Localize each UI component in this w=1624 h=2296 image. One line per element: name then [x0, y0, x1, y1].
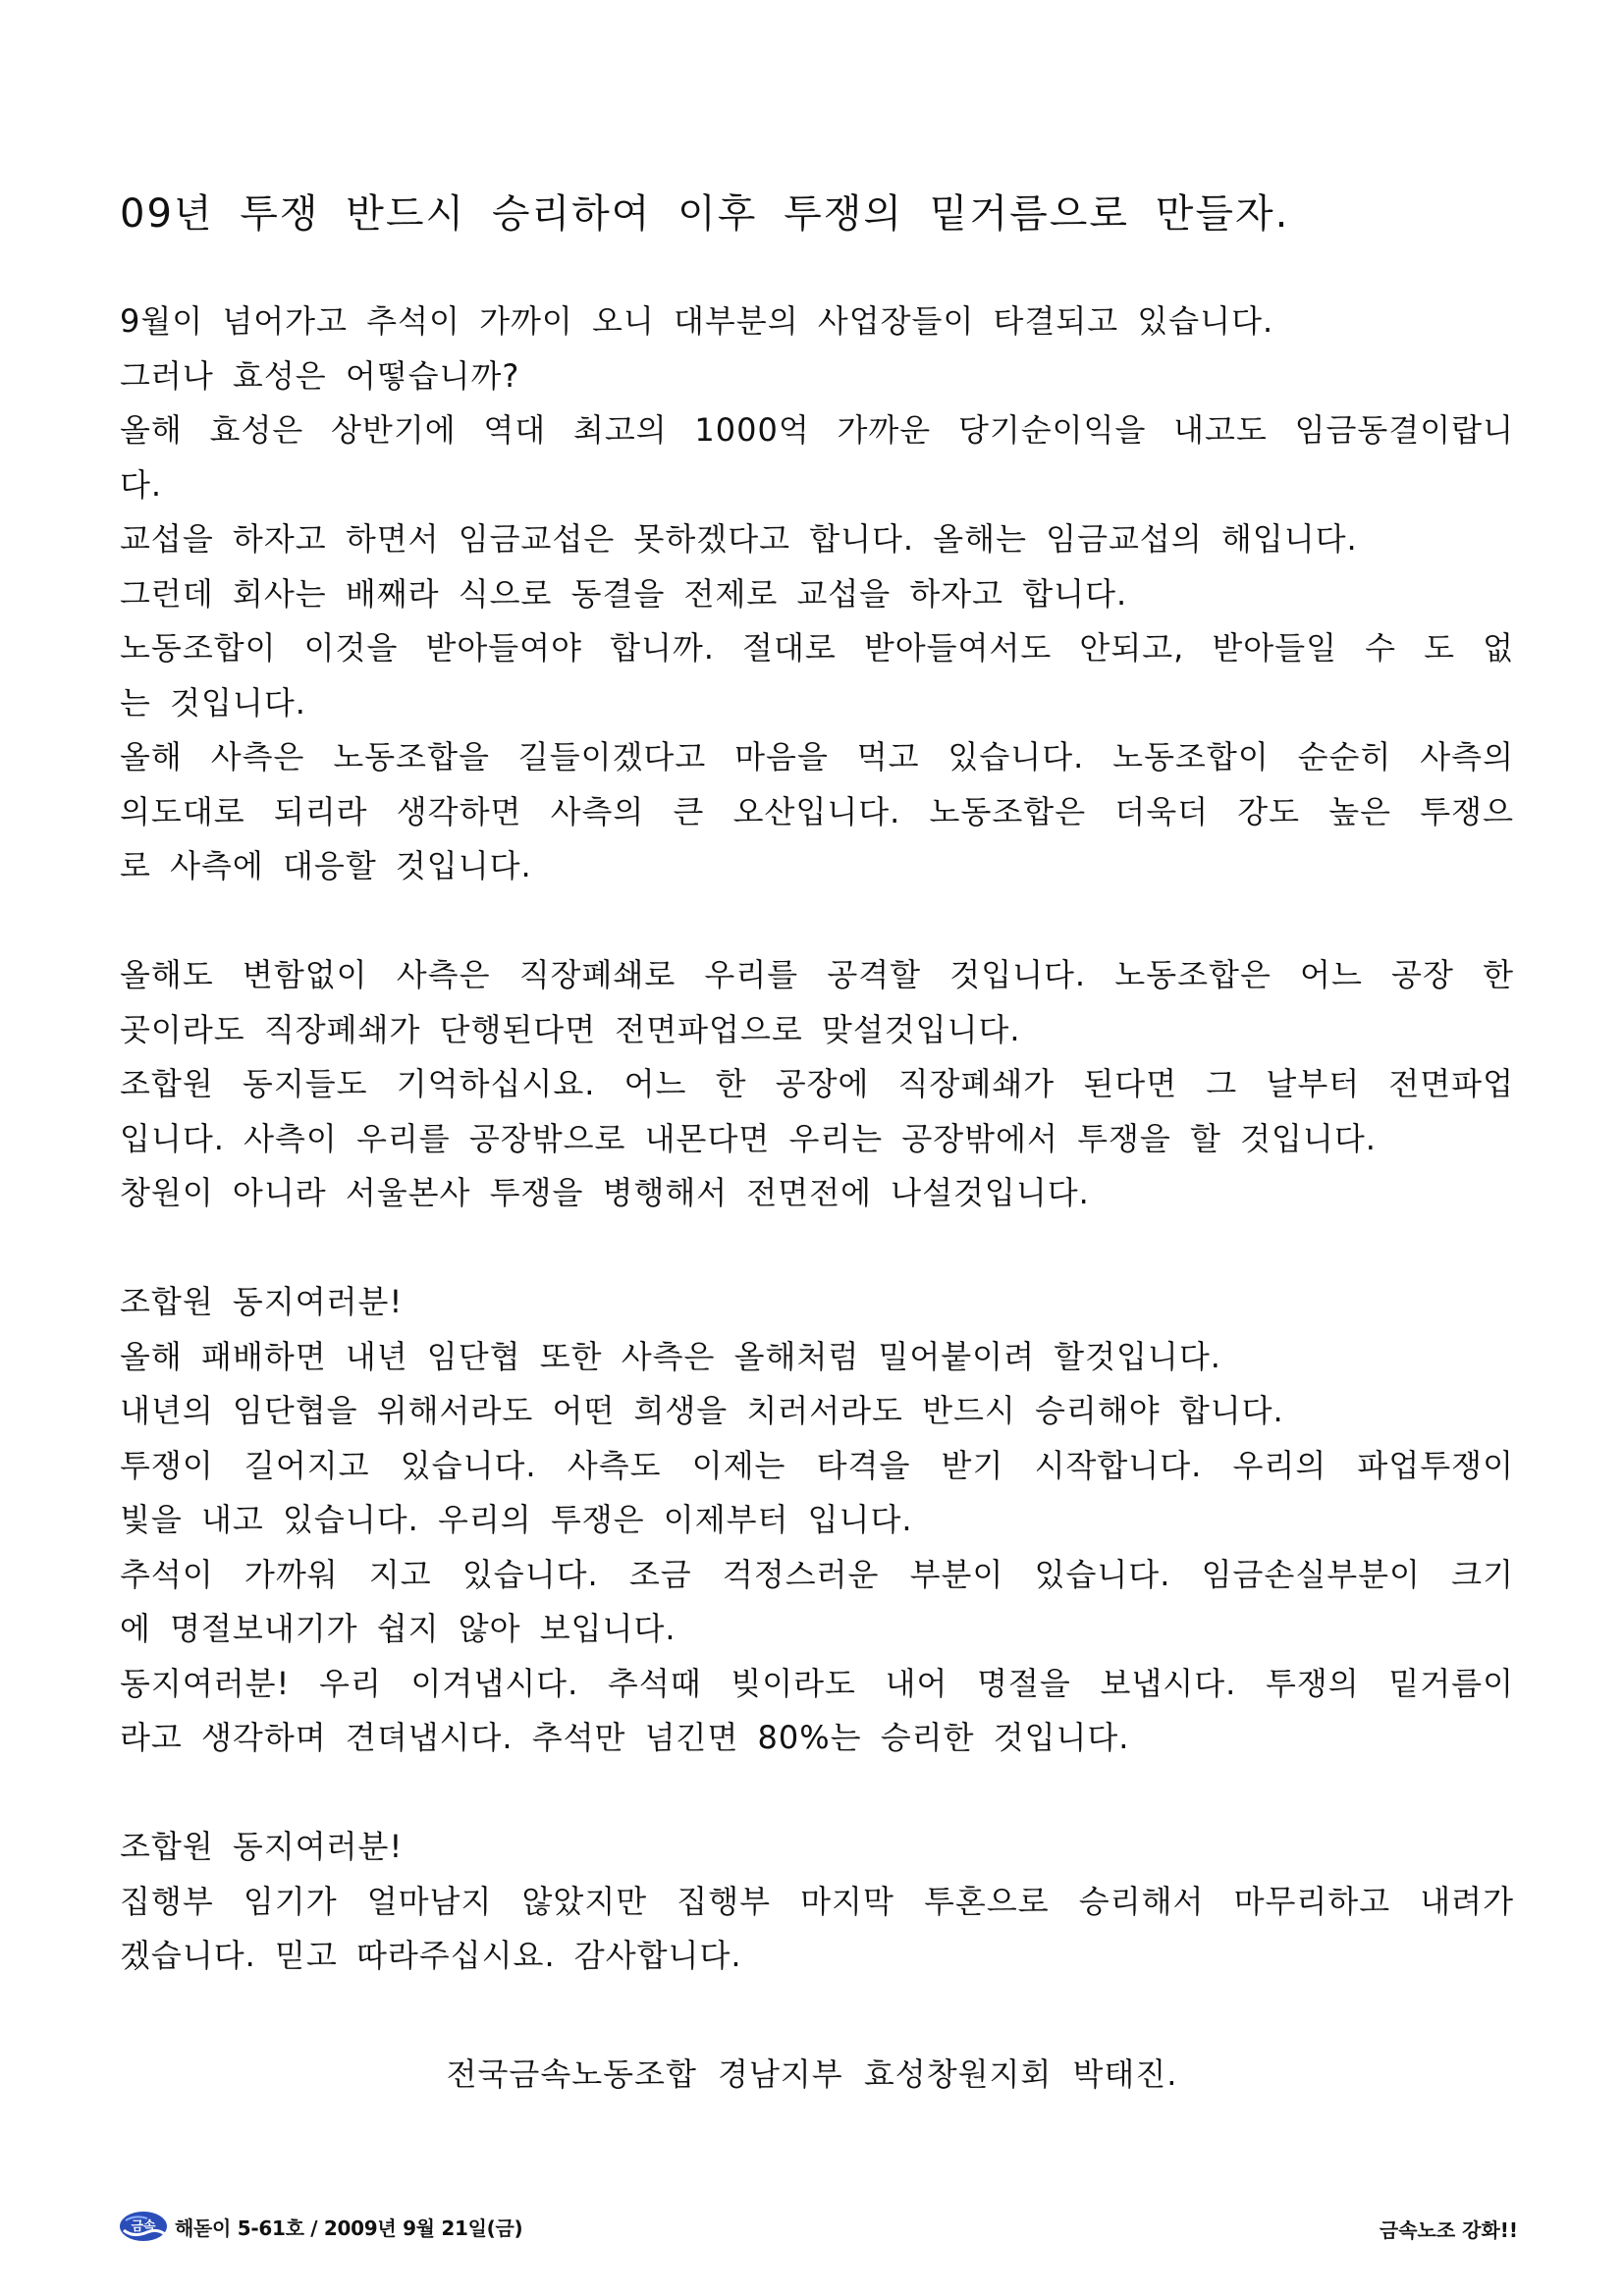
- paragraph: [120, 294, 1514, 894]
- text-line: 집행부 임기가 얼마남지 않았지만 집행부 마지막 투혼으로 승리해서 마무리하고 내려가: [120, 1882, 1514, 1920]
- paragraph: [120, 1820, 1514, 1984]
- text-line: 창원이 아니라 서울본사 투쟁을 병행해서 전면전에 나설것입니다.: [120, 1174, 1090, 1211]
- footer-issue: [118, 2207, 522, 2246]
- text-line: 노동조합이 이것을 받아들여야 합니까. 절대로 받아들여서도 안되고, 받아들일 수 도 없: [120, 629, 1514, 667]
- text-line: 라고 생각하며 견뎌냅시다. 추석만 넘긴면 80%는 승리한 것입니다.: [120, 1719, 1130, 1756]
- text-line: 조합원 동지여러분!: [120, 1828, 404, 1865]
- text-line: 투쟁이 길어지고 있습니다. 사측도 이제는 타격을 받기 시작합니다. 우리의 파업투쟁이: [120, 1446, 1514, 1484]
- text-line: 곳이라도 직장폐쇄가 단행된다면 전면파업으로 맞설것입니다.: [120, 1010, 1021, 1048]
- text-line: 올해 패배하면 내년 임단협 또한 사측은 올해처럼 밀어붙이려 할것입니다.: [120, 1337, 1221, 1375]
- text-line: 는 것입니다.: [120, 683, 306, 721]
- text-line: 동지여러분! 우리 이겨냅시다. 추석때 빚이라도 내어 명절을 보냅시다. 투쟁의 밑거름이: [120, 1664, 1514, 1702]
- text-line: 빛을 내고 있습니다. 우리의 투쟁은 이제부터 입니다.: [120, 1501, 913, 1538]
- logo-text: 금속: [131, 2219, 156, 2234]
- footer-slogan: 금속노조 강화!!: [1379, 2218, 1518, 2242]
- signature: 전국금속노동조합 경남지부 효성창원지회 박태진.: [446, 2056, 1178, 2093]
- page-title: 09년 투쟁 반드시 승리하여 이후 투쟁의 밑거름으로 만들자.: [120, 190, 1290, 237]
- text-line: 올해도 변함없이 사측은 직장폐쇄로 우리를 공격할 것입니다. 노동조합은 어느 공장 한: [120, 956, 1514, 993]
- text-line: 다.: [120, 465, 163, 504]
- text-line: 교섭을 하자고 하면서 임금교섭은 못하겠다고 합니다. 올해는 임금교섭의 해입니다.: [120, 520, 1358, 558]
- text-line: 추석이 가까워 지고 있습니다. 조금 걱정스러운 부분이 있습니다. 임금손실부분이 크기: [120, 1555, 1514, 1593]
- text-line: 입니다. 사측이 우리를 공장밖으로 내몬다면 우리는 공장밖에서 투쟁을 할 것입니다.: [120, 1119, 1377, 1157]
- text-line: 에 명절보내기가 쉽지 않아 보입니다.: [120, 1610, 677, 1647]
- paragraph-gap: [120, 1766, 1514, 1821]
- text-line: 올해 효성은 상반기에 역대 최고의 1000억 가까운 당기순이익을 내고도 임금동결이랍니: [120, 411, 1514, 449]
- paragraph-gap: [120, 894, 1514, 949]
- text-line: 겠습니다. 믿고 따라주십시요. 감사합니다.: [120, 1937, 742, 1974]
- text-line: 올해 사측은 노동조합을 길들이겠다고 마음을 먹고 있습니다. 노동조합이 순순히 사측의: [120, 738, 1514, 775]
- text-line: 조합원 동지들도 기억하십시요. 어느 한 공장에 직장폐쇄가 된다면 그 날부터 전면파업: [120, 1065, 1514, 1102]
- text-line: 그런데 회사는 배째라 식으로 동결을 전제로 교섭을 하자고 합니다.: [120, 574, 1128, 613]
- text-line: 그러나 효성은 어떻습니까?: [120, 356, 520, 395]
- text-line: 의도대로 되리라 생각하면 사측의 큰 오산입니다. 노동조합은 더욱더 강도 높은 투쟁으: [120, 792, 1514, 830]
- paragraph: [120, 1275, 1514, 1766]
- letter-body: [120, 294, 1514, 1984]
- issue-info: 해돋이 5-61호 / 2009년 9월 21일(금): [175, 2216, 523, 2240]
- text-line: 조합원 동지여러분!: [120, 1283, 404, 1320]
- text-line: 내년의 임단협을 위해서라도 어떤 희생을 치러서라도 반드시 승리해야 합니다.: [120, 1392, 1284, 1429]
- text-line: 9월이 넘어가고 추석이 가까이 오니 대부분의 사업장들이 타결되고 있습니다.: [120, 302, 1274, 340]
- paragraph-gap: [120, 1221, 1514, 1276]
- union-logo-icon: [118, 2209, 169, 2244]
- text-line: 로 사측에 대응할 것입니다.: [120, 847, 532, 884]
- paragraph: [120, 948, 1514, 1221]
